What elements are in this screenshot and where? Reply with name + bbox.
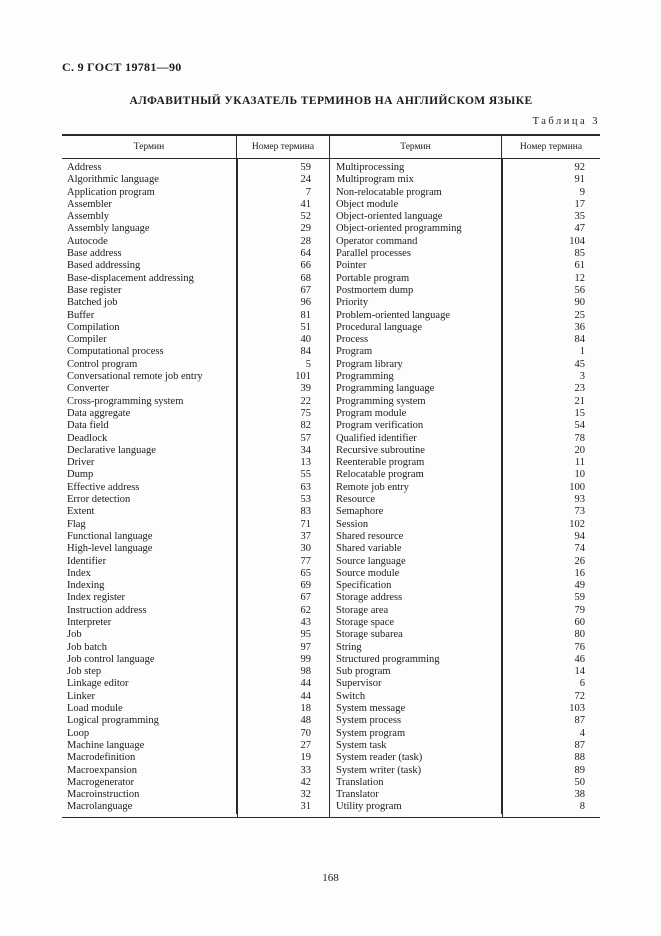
term-number-cell: 99: [300, 653, 311, 665]
term-number-cell: 6: [579, 678, 585, 690]
term-cell: Assembler: [62, 196, 237, 211]
term-cell: Logical programming: [62, 712, 237, 727]
term-number-cell: 21: [574, 395, 585, 407]
term-cell: Functional language: [62, 528, 237, 543]
term-number-cell: 84: [300, 346, 311, 358]
term-cell: High-level language: [62, 540, 237, 555]
term-number-cell: 78: [574, 432, 585, 444]
term-cell: Program library: [330, 356, 502, 371]
term-cell: Process: [330, 331, 502, 346]
term-number-cell: 40: [300, 334, 311, 346]
term-cell: Multiprocessing: [330, 159, 502, 174]
term-cell: Error detection: [62, 491, 237, 506]
term-cell: Parallel processes: [330, 245, 502, 260]
term-number-cell: 27: [300, 739, 311, 751]
term-number-cell: 8: [579, 801, 585, 813]
term-cell: Batched job: [62, 294, 237, 309]
term-cell: Programming language: [330, 380, 502, 395]
term-number-cell: 61: [574, 260, 585, 272]
term-number-cell: 48: [300, 715, 311, 727]
term-cell: Job control language: [62, 651, 237, 666]
term-number-cell: 23: [574, 383, 585, 395]
term-cell: Object-oriented programming: [330, 220, 502, 235]
term-cell: Linker: [62, 688, 237, 703]
term-cell: Storage address: [330, 589, 502, 604]
term-cell: Program: [330, 343, 502, 358]
term-number-cell: 7: [305, 186, 311, 198]
term-cell: Session: [330, 516, 502, 531]
page-title: АЛФАВИТНЫЙ УКАЗАТЕЛЬ ТЕРМИНОВ НА АНГЛИЙСКОМ ЯЗЫКЕ: [129, 95, 533, 107]
term-number-cell: 45: [574, 358, 585, 370]
term-number-cell: 101: [295, 371, 311, 383]
term-number-cell: 16: [574, 567, 585, 579]
term-cell: Deadlock: [62, 430, 237, 445]
term-number-cell: 84: [574, 334, 585, 346]
term-cell: Interpreter: [62, 614, 237, 629]
term-cell: Algorithmic language: [62, 171, 237, 186]
term-cell: Base address: [62, 245, 237, 260]
term-number-cell: 14: [574, 666, 585, 678]
term-cell: System writer (task): [330, 762, 502, 777]
right-term-column: [330, 159, 600, 817]
term-number-cell: 62: [300, 604, 311, 616]
term-cell: Recursive subroutine: [330, 442, 502, 457]
term-cell: Storage area: [330, 602, 502, 617]
term-cell: Loop: [62, 725, 237, 740]
term-number-cell: 80: [574, 629, 585, 641]
column-header-term-right: Термин: [330, 136, 502, 158]
term-cell: Compilation: [62, 319, 237, 334]
term-cell: Dump: [62, 466, 237, 481]
term-cell: Portable program: [330, 270, 502, 285]
term-number-cell: 59: [300, 162, 311, 173]
table-label: Таблица 3: [532, 116, 600, 127]
term-number-cell: 67: [300, 284, 311, 296]
term-number-cell: 56: [574, 284, 585, 296]
column-header-term-left: Термин: [62, 136, 237, 158]
term-number-cell: 66: [300, 260, 311, 272]
term-cell: Buffer: [62, 307, 237, 322]
term-cell: Address: [62, 159, 237, 174]
term-cell: Job batch: [62, 639, 237, 654]
column-header-number-left: Номер термина: [237, 136, 330, 158]
term-number-cell: 15: [574, 407, 585, 419]
term-number-cell: 69: [300, 580, 311, 592]
term-number-cell: 96: [300, 297, 311, 309]
term-number-cell: 53: [300, 494, 311, 506]
term-number-cell: 68: [300, 272, 311, 284]
term-cell: Multiprogram mix: [330, 171, 502, 186]
term-cell: Shared resource: [330, 528, 502, 543]
term-cell: Driver: [62, 454, 237, 469]
term-cell: Linkage editor: [62, 675, 237, 690]
term-cell: Program module: [330, 405, 502, 420]
term-cell: Autocode: [62, 233, 237, 248]
term-number-cell: 34: [300, 444, 311, 456]
term-cell: Object module: [330, 196, 502, 211]
term-cell: Effective address: [62, 479, 237, 494]
term-cell: Storage subarea: [330, 626, 502, 641]
term-cell: Machine language: [62, 737, 237, 752]
term-number-cell: 24: [300, 174, 311, 186]
term-cell: Base-displacement addressing: [62, 270, 237, 285]
term-cell: Instruction address: [62, 602, 237, 617]
left-term-column: [62, 159, 330, 817]
term-number-cell: 67: [300, 592, 311, 604]
term-number-cell: 11: [574, 457, 585, 469]
term-number-cell: 36: [574, 321, 585, 333]
term-number-cell: 9: [579, 186, 585, 198]
term-cell: Data aggregate: [62, 405, 237, 420]
term-number-cell: 64: [300, 248, 311, 260]
term-number-cell: 55: [300, 469, 311, 481]
term-number-cell: 85: [574, 248, 585, 260]
term-number-cell: 83: [300, 506, 311, 518]
term-cell: Non-relocatable program: [330, 184, 502, 199]
term-number-cell: 29: [300, 223, 311, 235]
table-body: [62, 159, 600, 817]
term-cell: Operator command: [330, 233, 502, 248]
term-cell: Indexing: [62, 577, 237, 592]
term-cell: System reader (task): [330, 749, 502, 764]
term-number-cell: 73: [574, 506, 585, 518]
term-cell: Object-oriented language: [330, 208, 502, 223]
table-row: [62, 801, 329, 813]
term-cell: Resource: [330, 491, 502, 506]
term-number-cell: 44: [300, 678, 311, 690]
term-number-cell: 31: [300, 801, 311, 813]
term-cell: Macrodefinition: [62, 749, 237, 764]
term-cell: Macroinstruction: [62, 786, 237, 801]
term-number-cell: 17: [574, 198, 585, 210]
term-number-cell: 81: [300, 309, 311, 321]
term-number-cell: 54: [574, 420, 585, 432]
term-cell: Semaphore: [330, 503, 502, 518]
term-cell: Application program: [62, 184, 237, 199]
term-number-cell: 59: [574, 592, 585, 604]
term-number-cell: 77: [300, 555, 311, 567]
term-cell: Translator: [330, 786, 502, 801]
term-number-cell: 4: [579, 727, 585, 739]
term-cell: Based addressing: [62, 257, 237, 272]
term-cell: System task: [330, 737, 502, 752]
term-number-cell: 88: [574, 752, 585, 764]
term-cell: Switch: [330, 688, 502, 703]
term-cell: Load module: [62, 700, 237, 715]
term-cell: Data field: [62, 417, 237, 432]
term-cell: Storage space: [330, 614, 502, 629]
term-number-cell: 41: [300, 198, 311, 210]
term-cell: Specification: [330, 577, 502, 592]
term-cell: Supervisor: [330, 675, 502, 690]
term-number-cell: 87: [574, 715, 585, 727]
term-number-cell: 63: [300, 481, 311, 493]
term-cell: Procedural language: [330, 319, 502, 334]
term-number-cell: 92: [574, 162, 585, 173]
term-number-cell: 13: [300, 457, 311, 469]
term-number-cell: 93: [574, 494, 585, 506]
term-number-cell: 3: [579, 371, 585, 383]
term-number-cell: 10: [574, 469, 585, 481]
term-cell: Programming: [330, 368, 502, 383]
term-cell: Postmortem dump: [330, 282, 502, 297]
term-cell: Converter: [62, 380, 237, 395]
term-cell: Structured programming: [330, 651, 502, 666]
term-number-cell: 94: [574, 530, 585, 542]
term-number-cell: 72: [574, 690, 585, 702]
term-number-cell: 57: [300, 432, 311, 444]
term-cell: Macroexpansion: [62, 762, 237, 777]
term-cell: String: [330, 639, 502, 654]
term-cell: Extent: [62, 503, 237, 518]
term-cell: Program verification: [330, 417, 502, 432]
term-number-cell: 74: [574, 543, 585, 555]
term-number-cell: 79: [574, 604, 585, 616]
term-cell: Reenterable program: [330, 454, 502, 469]
term-number-cell: 37: [300, 530, 311, 542]
term-number-cell: 76: [574, 641, 585, 653]
term-number-cell: 25: [574, 309, 585, 321]
term-cell: Programming system: [330, 393, 502, 408]
term-cell: Pointer: [330, 257, 502, 272]
term-cell: Index: [62, 565, 237, 580]
term-number-cell: 87: [574, 739, 585, 751]
table-row: [330, 801, 600, 813]
term-cell: Index register: [62, 589, 237, 604]
terms-index-table: [62, 134, 600, 818]
term-number-cell: 19: [300, 752, 311, 764]
term-number-cell: 100: [569, 481, 585, 493]
term-cell: Shared variable: [330, 540, 502, 555]
term-number-cell: 33: [300, 764, 311, 776]
term-cell: Sub program: [330, 663, 502, 678]
term-cell: Computational process: [62, 343, 237, 358]
term-number-cell: 104: [569, 235, 585, 247]
term-cell: Control program: [62, 356, 237, 371]
term-number-cell: 65: [300, 567, 311, 579]
term-number-cell: 71: [300, 518, 311, 530]
term-cell: Assembly: [62, 208, 237, 223]
term-number-cell: 49: [574, 580, 585, 592]
term-cell: Problem-oriented language: [330, 307, 502, 322]
term-number-cell: 35: [574, 211, 585, 223]
term-number-cell: 26: [574, 555, 585, 567]
term-cell: Qualified identifier: [330, 430, 502, 445]
term-number-cell: 103: [569, 703, 585, 715]
term-number-cell: 102: [569, 518, 585, 530]
term-number-cell: 47: [574, 223, 585, 235]
term-number-cell: 1: [579, 346, 585, 358]
term-number-cell: 95: [300, 629, 311, 641]
term-number-cell: 82: [300, 420, 311, 432]
term-number-cell: 91: [574, 174, 585, 186]
term-cell: Base register: [62, 282, 237, 297]
term-number-cell: 60: [574, 616, 585, 628]
term-number-cell: 22: [300, 395, 311, 407]
term-number-cell: 44: [300, 690, 311, 702]
term-cell: Cross-programming system: [62, 393, 237, 408]
term-number-cell: 5: [305, 358, 311, 370]
term-number-cell: 89: [574, 764, 585, 776]
term-cell: Macrogenerator: [62, 774, 237, 789]
term-number-cell: 18: [300, 703, 311, 715]
term-number-cell: 90: [574, 297, 585, 309]
table-header-row: [62, 136, 600, 159]
term-number-cell: 20: [574, 444, 585, 456]
term-cell: Flag: [62, 516, 237, 531]
term-cell: Identifier: [62, 553, 237, 568]
term-cell: System process: [330, 712, 502, 727]
term-cell: Relocatable program: [330, 466, 502, 481]
term-cell: Translation: [330, 774, 502, 789]
term-number-cell: 52: [300, 211, 311, 223]
term-cell: Conversational remote job entry: [62, 368, 237, 383]
term-number-cell: 38: [574, 789, 585, 801]
term-number-cell: 39: [300, 383, 311, 395]
term-number-cell: 43: [300, 616, 311, 628]
term-cell: System message: [330, 700, 502, 715]
term-number-cell: 50: [574, 776, 585, 788]
term-cell: Utility program: [330, 798, 502, 813]
term-number-cell: 98: [300, 666, 311, 678]
term-cell: Source module: [330, 565, 502, 580]
column-header-number-right: Номер термина: [519, 142, 583, 152]
term-number-cell: 51: [300, 321, 311, 333]
term-cell: Priority: [330, 294, 502, 309]
term-cell: Remote job entry: [330, 479, 502, 494]
term-cell: Compiler: [62, 331, 237, 346]
term-cell: Macrolanguage: [62, 798, 237, 813]
term-number-cell: 12: [574, 272, 585, 284]
term-number-cell: 42: [300, 776, 311, 788]
term-number-cell: 32: [300, 789, 311, 801]
page-header: С. 9 ГОСТ 19781—90: [62, 60, 182, 74]
term-cell: Assembly language: [62, 220, 237, 235]
term-cell: System program: [330, 725, 502, 740]
term-cell: Source language: [330, 553, 502, 568]
term-number-cell: 75: [300, 407, 311, 419]
term-number-cell: 70: [300, 727, 311, 739]
term-cell: Declarative language: [62, 442, 237, 457]
term-number-cell: 46: [574, 653, 585, 665]
term-number-cell: 97: [300, 641, 311, 653]
term-number-cell: 30: [300, 543, 311, 555]
term-cell: Job: [62, 626, 237, 641]
term-cell: Job step: [62, 663, 237, 678]
term-number-cell: 28: [300, 235, 311, 247]
page-number: 168: [322, 872, 339, 884]
